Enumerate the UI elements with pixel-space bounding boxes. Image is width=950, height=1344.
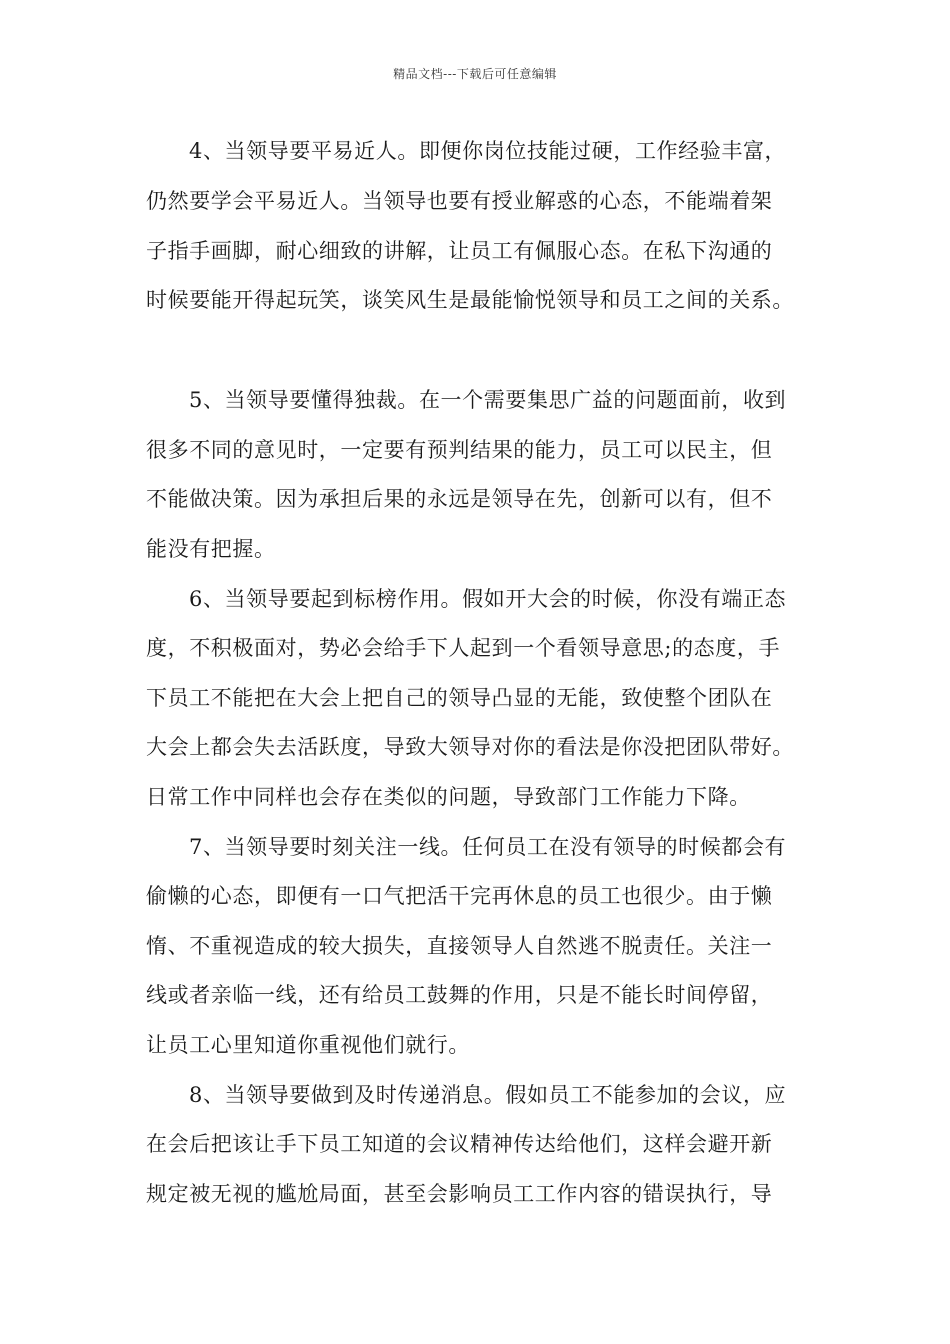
paragraph-5-line-4: 能没有把握。	[146, 537, 276, 561]
paragraph-6-line-2: 度，不积极面对，势必会给手下人起到一个看领导意思;的态度，手	[146, 636, 781, 660]
paragraph-7-line-5: 让员工心里知道你重视他们就行。	[146, 1033, 470, 1057]
paragraph-6-line-3: 下员工不能把在大会上把自己的领导凸显的无能，致使整个团队在	[146, 686, 773, 710]
paragraph-7-line-4: 线或者亲临一线，还有给员工鼓舞的作用，只是不能长时间停留，	[146, 983, 773, 1007]
paragraph-8-line-1: 8、当领导要做到及时传递消息。假如员工不能参加的会议，应	[189, 1083, 787, 1107]
paragraph-4-line-4: 时候要能开得起玩笑，谈笑风生是最能愉悦领导和员工之间的关系。	[146, 288, 794, 312]
paragraph-6-line-1: 6、当领导要起到标榜作用。假如开大会的时候，你没有端正态	[189, 587, 787, 611]
paragraph-6-line-4: 大会上都会失去活跃度，导致大领导对你的看法是你没把团队带好。	[146, 735, 794, 759]
paragraph-7-line-3: 惰、不重视造成的较大损失，直接领导人自然逃不脱责任。关注一	[146, 934, 773, 958]
paragraph-4-line-1: 4、当领导要平易近人。即便你岗位技能过硬，工作经验丰富，	[189, 139, 787, 163]
paragraph-8-line-2: 在会后把该让手下员工知道的会议精神传达给他们，这样会避开新	[146, 1132, 773, 1156]
paragraph-8-line-3: 规定被无视的尴尬局面，甚至会影响员工工作内容的错误执行，导	[146, 1182, 773, 1206]
paragraph-5-line-3: 不能做决策。因为承担后果的永远是领导在先，创新可以有，但不	[146, 487, 773, 511]
paragraph-5-line-1: 5、当领导要懂得独裁。在一个需要集思广益的问题面前，收到	[189, 388, 787, 412]
paragraph-7-line-2: 偷懒的心态，即便有一口气把活干完再休息的员工也很少。由于懒	[146, 884, 773, 908]
paragraph-6-line-5: 日常工作中同样也会存在类似的问题，导致部门工作能力下降。	[146, 785, 751, 809]
paragraph-4-line-3: 子指手画脚，耐心细致的讲解，让员工有佩服心态。在私下沟通的	[146, 239, 773, 263]
paragraph-4-line-2: 仍然要学会平易近人。当领导也要有授业解惑的心态，不能端着架	[146, 189, 773, 213]
page-header: 精品文档---下载后可任意编辑	[393, 67, 557, 81]
paragraph-5-line-2: 很多不同的意见时，一定要有预判结果的能力，员工可以民主，但	[146, 438, 773, 462]
paragraph-7-line-1: 7、当领导要时刻关注一线。任何员工在没有领导的时候都会有	[189, 835, 787, 859]
